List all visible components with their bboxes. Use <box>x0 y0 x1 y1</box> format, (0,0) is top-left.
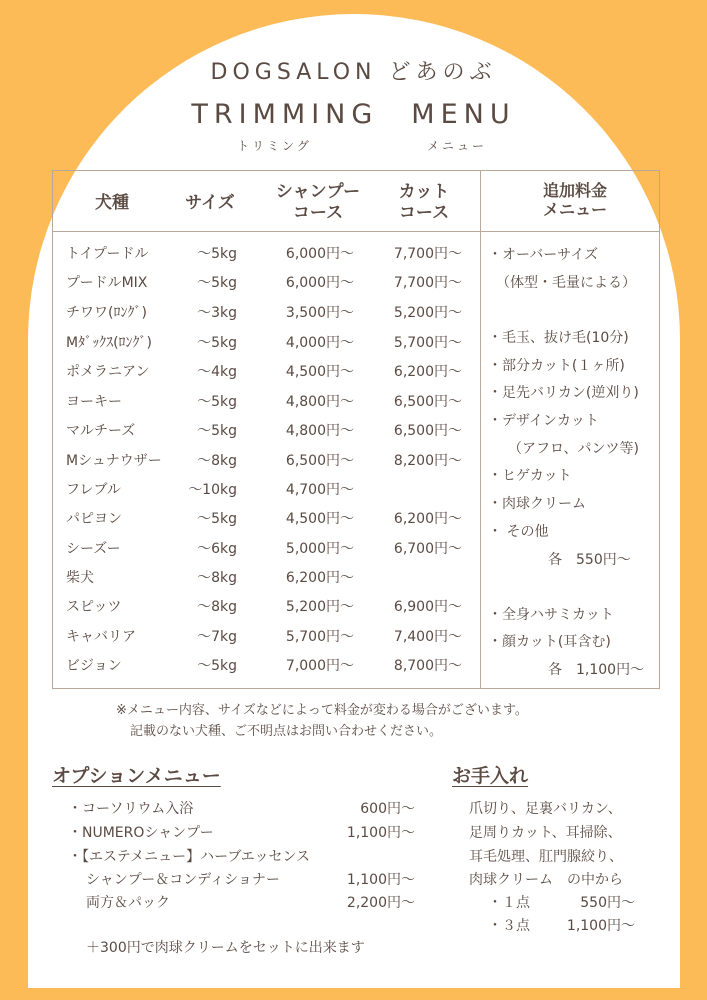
row-breed: マルチーズ <box>66 423 136 439</box>
option-item-label: ・【エステメニュー】ハーブエッセンス <box>68 849 311 865</box>
row-cut-price: 5,200円～ <box>393 305 462 321</box>
extra-item: ・肉球クリーム <box>488 496 586 512</box>
title-ruby-left: トリミング <box>237 139 312 153</box>
extra-item: ・全身ハサミカット <box>488 607 614 623</box>
option-item-label: シャンプー＆コンディショナー <box>86 872 280 888</box>
row-breed: ヨーキー <box>66 394 122 410</box>
row-shampoo-price: 7,000円～ <box>285 658 354 674</box>
row-cut-price: 7,400円～ <box>393 629 462 645</box>
extra-item: ・ヒゲカット <box>488 468 572 484</box>
option-footnote: ＋300円で肉球クリームをセットに出来ます <box>86 940 365 956</box>
option-item-label: 両方＆パック <box>86 895 170 911</box>
row-cut-price: 8,700円～ <box>393 658 462 674</box>
row-size: ～4kg <box>197 364 237 380</box>
care-price-value: 1,100円～ <box>566 918 635 934</box>
care-price-value: 550円～ <box>580 895 635 911</box>
extra-item: ・オーバーサイズ <box>488 247 599 263</box>
extra-item: ・部分カット(１ヶ所) <box>488 358 625 374</box>
option-item-price: 1,100円～ <box>346 825 415 841</box>
extra-item: ・デザインカット <box>488 413 599 429</box>
header-extra-line1: 追加料金 <box>542 181 607 200</box>
row-shampoo-price: 4,800円～ <box>285 394 354 410</box>
row-size: ～5kg <box>197 394 237 410</box>
row-shampoo-price: 6,000円～ <box>285 246 354 262</box>
option-item-price: 1,100円～ <box>346 872 415 888</box>
row-shampoo-price: 6,500円～ <box>285 453 354 469</box>
row-shampoo-price: 4,800円～ <box>285 423 354 439</box>
extra-price: 各 1,100円～ <box>548 662 645 678</box>
row-shampoo-price: 4,700円～ <box>285 482 354 498</box>
row-breed: トイプードル <box>66 246 149 262</box>
page-title: TRIMMING MENU <box>191 99 516 130</box>
row-cut-price: 6,900円～ <box>393 599 462 615</box>
row-shampoo-price: 6,000円～ <box>285 275 354 291</box>
row-cut-price: 6,200円～ <box>393 511 462 527</box>
row-shampoo-price: 4,500円～ <box>285 511 354 527</box>
row-cut-price: 7,700円～ <box>393 246 462 262</box>
extra-item: ・足先バリカン(逆刈り) <box>488 385 639 401</box>
row-breed: ビジョン <box>66 658 122 674</box>
option-menu-title: オプションメニュー <box>52 765 221 787</box>
note-line2: 記載のない犬種、ご不明点はお問い合わせください。 <box>130 724 443 739</box>
row-size: ～5kg <box>197 246 237 262</box>
row-cut-price: 6,200円～ <box>393 364 462 380</box>
row-breed: パピヨン <box>66 511 122 527</box>
row-size: ～5kg <box>197 511 237 527</box>
row-cut-price: 8,200円～ <box>393 453 462 469</box>
header-shampoo-line2: コース <box>292 203 344 223</box>
care-price-label: ・１点 <box>488 895 530 911</box>
option-item-label: ・NUMEROシャンプー <box>68 825 214 841</box>
care-line: 耳毛処理、肛門腺絞り、 <box>469 849 623 865</box>
care-price-label: ・３点 <box>488 918 530 934</box>
row-size: ～3kg <box>197 305 237 321</box>
header-shampoo-line1: シャンプー <box>275 182 361 202</box>
row-size: ～8kg <box>197 570 237 586</box>
row-cut-price: 7,700円～ <box>393 275 462 291</box>
header-breed: 犬種 <box>95 193 129 213</box>
care-line: 肉球クリーム の中から <box>469 872 623 888</box>
row-cut-price: 6,500円～ <box>393 423 462 439</box>
row-size: ～5kg <box>197 658 237 674</box>
row-breed: 柴犬 <box>66 570 94 586</box>
option-item-label: ・コーソリウム入浴 <box>68 801 194 817</box>
row-size: ～6kg <box>197 541 237 557</box>
row-size: ～5kg <box>197 423 237 439</box>
care-title: お手入れ <box>452 765 529 787</box>
extra-item: ・顔カット(耳含む) <box>488 634 611 650</box>
salon-name: DOGSALON どあのぶ <box>210 60 497 85</box>
extra-item-detail: （アフロ、パンツ等) <box>508 441 639 457</box>
row-breed: Mﾀﾞｯｸｽ(ﾛﾝｸﾞ) <box>66 335 153 351</box>
row-breed: プードルMIX <box>66 275 148 291</box>
row-cut-price: 6,500円～ <box>393 394 462 410</box>
table-divider-vertical <box>480 170 481 689</box>
row-shampoo-price: 6,200円～ <box>285 570 354 586</box>
care-line: 足周りカット、耳掃除、 <box>469 825 622 841</box>
row-breed: シーズー <box>66 541 121 557</box>
row-breed: ポメラニアン <box>66 364 150 380</box>
row-size: ～5kg <box>197 275 237 291</box>
table-divider-horizontal <box>52 231 660 232</box>
header-size: サイズ <box>185 193 235 213</box>
row-size: ～5kg <box>197 335 237 351</box>
row-shampoo-price: 4,000円～ <box>285 335 354 351</box>
header-extra-line2: メニュー <box>542 200 607 219</box>
note-line1: ※メニュー内容、サイズなどによって料金が変わる場合がございます。 <box>116 703 528 718</box>
option-item-price: 600円～ <box>360 801 415 817</box>
row-cut-price: 6,700円～ <box>393 541 462 557</box>
row-breed: キャバリア <box>66 629 136 645</box>
row-breed: チワワ(ﾛﾝｸﾞ) <box>66 305 147 321</box>
row-size: ～8kg <box>197 453 237 469</box>
row-size: ～8kg <box>197 599 237 615</box>
row-shampoo-price: 5,000円～ <box>285 541 354 557</box>
row-shampoo-price: 5,200円～ <box>285 599 354 615</box>
header-cut-line2: コース <box>398 203 450 223</box>
header-cut-line1: カット <box>398 182 450 202</box>
title-ruby-right: メニュー <box>427 139 488 153</box>
extra-item-detail: （体型・毛量による） <box>496 275 636 291</box>
row-breed: フレブル <box>66 482 121 498</box>
extra-item: ・毛玉、抜け毛(10分) <box>488 330 629 346</box>
row-size: ～10kg <box>188 482 237 498</box>
extra-item: ・ その他 <box>488 524 549 540</box>
row-shampoo-price: 4,500円～ <box>285 364 354 380</box>
row-shampoo-price: 5,700円～ <box>285 629 354 645</box>
extra-price: 各 550円～ <box>548 552 631 568</box>
row-shampoo-price: 3,500円～ <box>285 305 354 321</box>
care-line: 爪切り、足裏バリカン、 <box>469 801 622 817</box>
option-item-price: 2,200円～ <box>346 895 415 911</box>
row-size: ～7kg <box>197 629 237 645</box>
row-breed: スピッツ <box>66 599 122 615</box>
row-cut-price: 5,700円～ <box>393 335 462 351</box>
row-breed: Mシュナウザー <box>66 453 162 469</box>
